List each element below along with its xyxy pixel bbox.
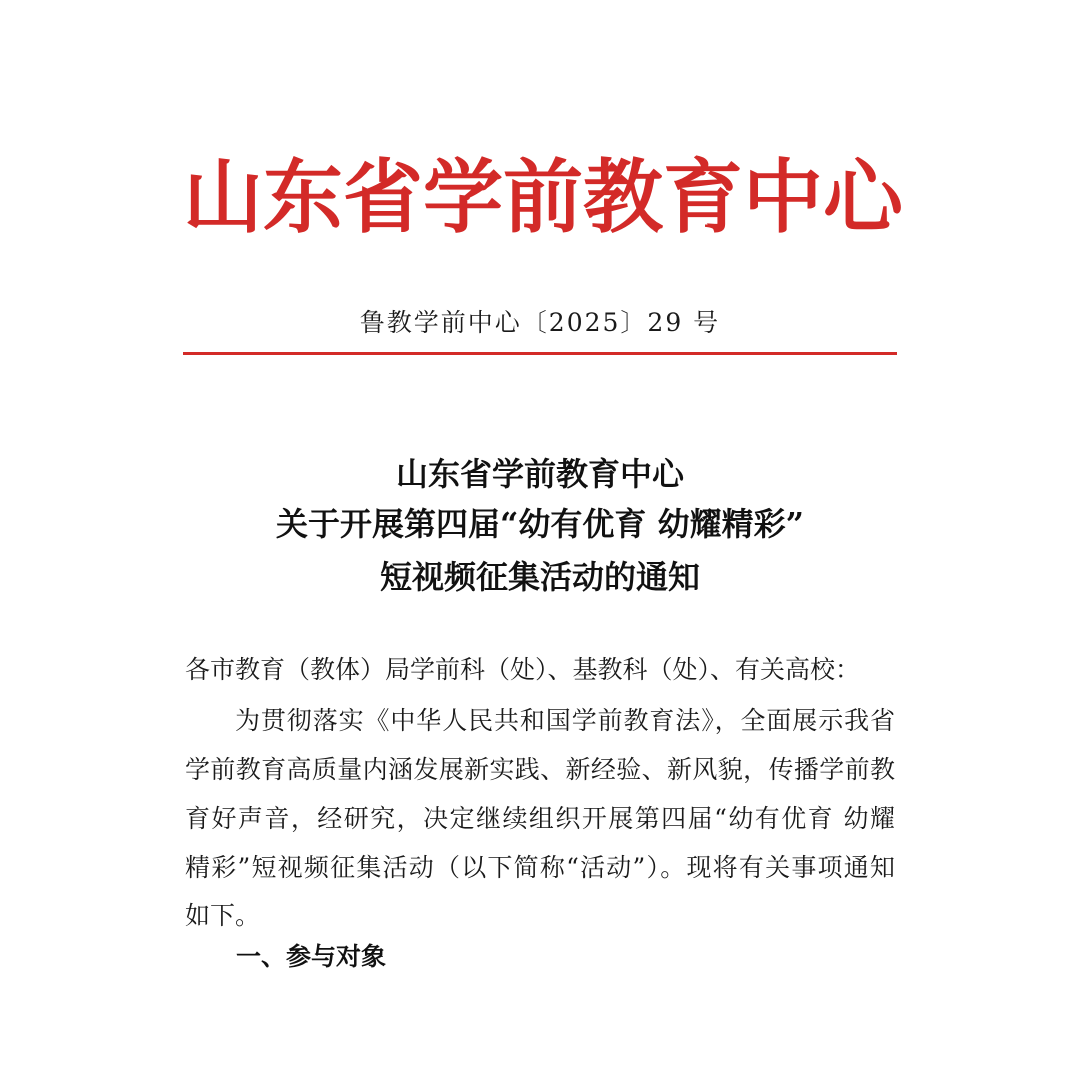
- red-divider: [183, 352, 897, 355]
- salutation: 各市教育（教体）局学前科（处）、基教科（处）、有关高校：: [185, 655, 861, 684]
- paragraph-line: 学前教育高质量内涵发展新实践、新经验、新风貌，传播学前教: [185, 755, 895, 784]
- paragraph-line: 精彩”短视频征集活动（以下简称“活动”）。现将有关事项通知: [185, 853, 895, 882]
- notice-title-line-3: 短视频征集活动的通知: [379, 558, 700, 596]
- notice-title-line-2: 关于开展第四届“幼有优育 幼耀精彩”: [276, 505, 804, 543]
- document-number: 鲁教学前中心〔2025〕29 号: [359, 308, 721, 337]
- masthead-title: [183, 150, 903, 246]
- masthead-char: 东: [263, 151, 343, 244]
- paragraph-line: 为贯彻落实《中华人民共和国学前教育法》，全面展示我省: [235, 706, 895, 735]
- paragraph-line: 育好声音，经研究，决定继续组织开展第四届“幼有优育 幼耀: [185, 804, 895, 833]
- notice-title-line-1: 山东省学前教育中心: [395, 455, 684, 493]
- masthead-char: 中: [743, 151, 823, 244]
- masthead-char: 教: [583, 151, 663, 244]
- masthead-char: 学: [423, 151, 503, 244]
- masthead-char: 前: [503, 151, 583, 244]
- masthead-char: 心: [823, 151, 903, 244]
- paragraph-line: 如下。: [185, 901, 261, 930]
- masthead-char: 山: [183, 151, 263, 244]
- section-heading: 一、参与对象: [236, 942, 387, 971]
- masthead-char: 育: [663, 151, 743, 244]
- masthead-char: 省: [343, 151, 423, 244]
